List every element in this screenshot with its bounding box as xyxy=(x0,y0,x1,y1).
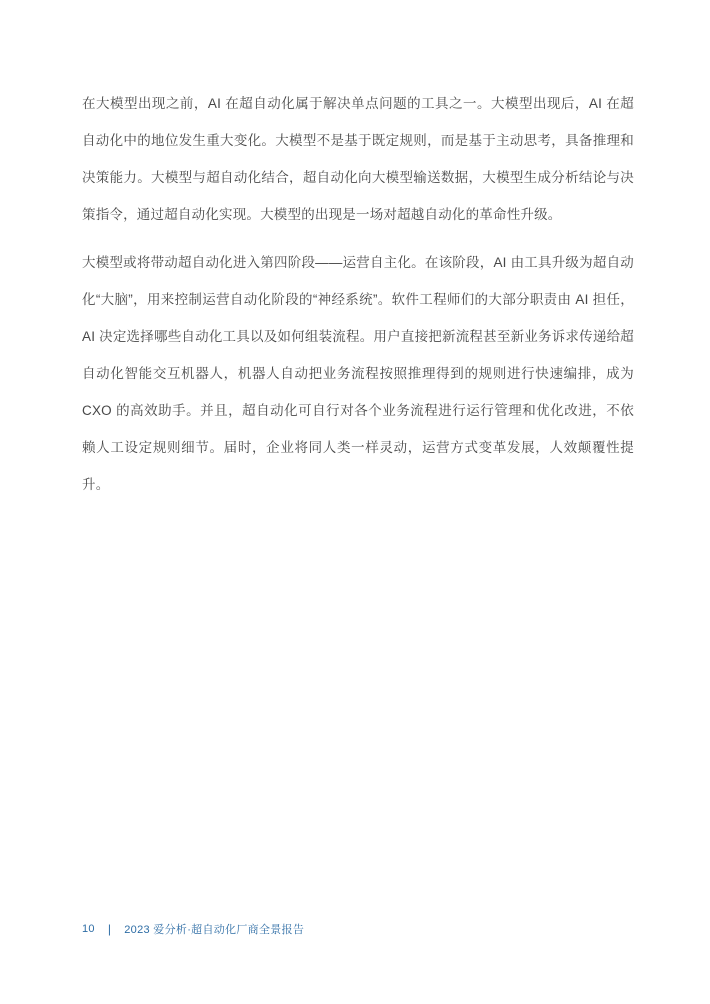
page-number: 10 xyxy=(82,923,95,935)
body-paragraph-1: 在大模型出现之前，AI 在超自动化属于解决单点问题的工具之一。大模型出现后，AI 在超自动化中的地位发生重大变化。大模型不是基于既定规则，而是基于主动思考，具备推理和决策能力。大模型与超自动化结合，超自动化向大模型输送数据，大模型生成分析结论与决策指令，通过超自动化实现。大模型的出现是一场对超越自动化的革命性升级。 xyxy=(82,96,634,222)
footer-report-title: 2023 爱分析·超自动化厂商全景报告 xyxy=(124,924,305,936)
footer-separator: | xyxy=(107,922,112,936)
page-content xyxy=(82,85,634,514)
page-footer xyxy=(82,921,304,937)
body-paragraph-2: 大模型或将带动超自动化进入第四阶段——运营自主化。在该阶段，AI 由工具升级为超自动化“大脑”，用来控制运营自动化阶段的“神经系统”。软件工程师们的大部分职责由 AI 担任，AI 决定选择哪些自动化工具以及如何组装流程。用户直接把新流程甚至新业务诉求传递给超自动化智能交互机器人，机器人自动把业务流程按照推理得到的规则进行快速编排，成为 CXO 的高效助手。并且，超自动化可自行对各个业务流程进行运行管理和优化改进，不依赖人工设定规则细节。届时，企业将同人类一样灵动，运营方式变革发展，人效颠覆性提升。 xyxy=(82,255,634,492)
